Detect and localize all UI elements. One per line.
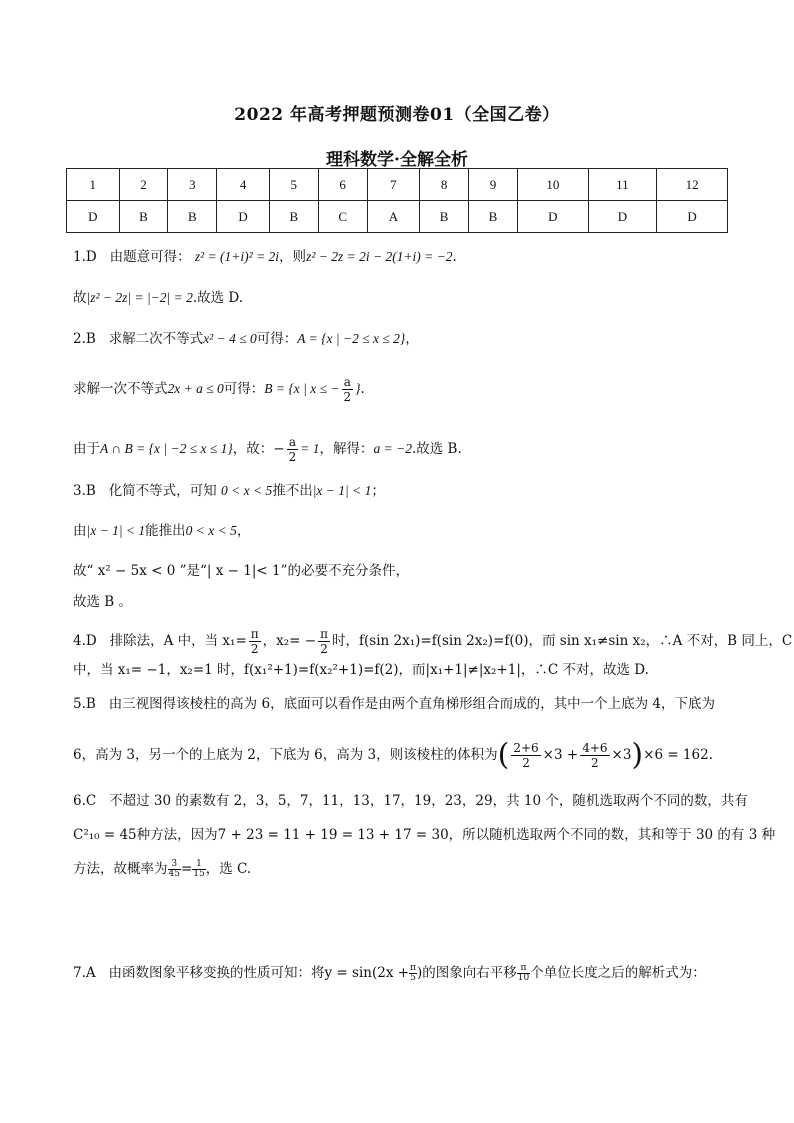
- formula: a = −2: [373, 441, 412, 456]
- solution-1-line-2: [73, 289, 243, 307]
- solution-text: 不超过 30 的素数有 2，3，5，7，11，13，17，19，23，29，共 10 个，随机选取两个不同的数，共有: [109, 793, 748, 809]
- fraction-denominator: 5: [410, 973, 416, 983]
- solution-text: 时，f(sin 2x₁)=f(sin 2x₂)=f(0)，而 sin x₁≠sin x₂，∴A 不对，B 同上，C: [332, 633, 793, 649]
- solution-text: 6，高为 3，另一个的上底为 2，下底为 6，高为 3，则该棱柱的体积为: [73, 747, 498, 763]
- solution-text: ，: [236, 523, 251, 539]
- fraction: [249, 627, 261, 656]
- solution-2-line-3: [73, 435, 462, 464]
- question-number-cell: 8: [420, 169, 469, 201]
- solution-text: 由题意可得：: [109, 249, 191, 265]
- solution-label: 2.B: [73, 331, 96, 347]
- fraction-numerator: π: [250, 627, 259, 641]
- solution-3-line-3: 故“ x² − 5x < 0 ”是“| x − 1|< 1”的必要不充分条件，: [73, 563, 409, 579]
- solution-text: 由: [73, 523, 87, 539]
- answer-table-header-row: [67, 169, 728, 201]
- fraction-numerator: a: [287, 435, 299, 450]
- fraction-numerator: 4+6: [582, 741, 608, 755]
- solution-text: =: [180, 861, 193, 877]
- solution-text: .故选 D.: [192, 290, 244, 306]
- answer-cell: A: [367, 201, 420, 233]
- solution-label: 6.C: [73, 793, 97, 809]
- question-number-cell: 7: [367, 169, 420, 201]
- solution-text: 可得：: [223, 381, 265, 397]
- solution-7-line-1: [73, 964, 706, 983]
- solution-label: 5.B: [73, 696, 96, 712]
- fraction: [409, 964, 417, 983]
- fraction: [168, 860, 181, 879]
- fraction-denominator: 10: [517, 973, 530, 983]
- question-number-cell: 11: [588, 169, 656, 201]
- fraction-numerator: a: [342, 375, 354, 390]
- formula: = 1: [300, 441, 320, 456]
- answer-cell: B: [119, 201, 168, 233]
- page-subtitle: 理科数学·全解全析: [326, 150, 468, 170]
- solution-text: ，x₂= −: [262, 633, 317, 649]
- solution-text: ，: [405, 331, 419, 347]
- solution-text: ，故：−: [232, 441, 285, 457]
- answer-cell: B: [269, 201, 318, 233]
- solution-label: 4.D: [73, 633, 97, 649]
- solution-text: 能推出: [145, 523, 186, 539]
- formula: A = {x | −2 ≤ x ≤ 2}: [297, 331, 406, 346]
- solution-6-line-3: [73, 860, 251, 879]
- solution-text: ×3 +: [542, 747, 579, 763]
- answer-cell: B: [168, 201, 217, 233]
- question-number-cell: 10: [517, 169, 588, 201]
- fraction-denominator: 2: [320, 642, 328, 656]
- solution-text: 由于: [73, 441, 100, 457]
- solution-label: 1.D: [73, 249, 97, 265]
- solution-text: .: [452, 249, 457, 265]
- fraction: [287, 435, 299, 464]
- solution-text: ，解得：: [319, 441, 374, 457]
- solution-text: 求解二次不等式: [108, 331, 204, 347]
- solution-text: ；: [371, 483, 385, 499]
- solution-text: .故选 B.: [411, 441, 462, 457]
- solution-3-line-1: [73, 482, 385, 500]
- solution-text: ×6 = 162.: [643, 747, 713, 763]
- solution-text: 个单位长度之后的解析式为：: [530, 965, 706, 981]
- fraction: [580, 741, 609, 770]
- fraction: [342, 375, 354, 404]
- answer-cell: C: [318, 201, 367, 233]
- solution-text: )的图象向右平移: [416, 965, 517, 981]
- solution-text: 由函数图象平移变换的性质可知：将y = sin(2x +: [108, 965, 410, 981]
- question-number-cell: 5: [269, 169, 318, 201]
- formula: |x − 1| < 1: [86, 523, 146, 538]
- fraction-numerator: 2+6: [513, 741, 539, 755]
- fraction-numerator: π: [517, 964, 530, 974]
- fraction: [192, 860, 205, 879]
- fraction-numerator: 1: [192, 860, 205, 870]
- formula: 0 < x < 5: [220, 483, 273, 498]
- solution-text: 由三视图得该棱柱的高为 6，底面可以看作是由两个直角梯形组合而成的，其中一个上底为 4，下底为: [108, 696, 715, 712]
- question-number-cell: 6: [318, 169, 367, 201]
- question-number-cell: 12: [657, 169, 728, 201]
- solution-4-line-2: 中，当 x₁= −1，x₂=1 时，f(x₁²+1)=f(x₂²+1)=f(2)，而|x₁+1|≠|x₂+1|，∴C 不对，故选 D.: [73, 662, 649, 678]
- fraction-numerator: 3: [168, 860, 181, 870]
- answer-cell: D: [217, 201, 270, 233]
- answer-table: [66, 168, 728, 233]
- question-number-cell: 4: [217, 169, 270, 201]
- solution-text: ×3: [611, 747, 632, 763]
- fraction-denominator: 2: [343, 390, 352, 404]
- solution-5-line-2: [73, 737, 713, 773]
- fraction: [318, 627, 330, 656]
- fraction-denominator: 2: [591, 756, 599, 770]
- fraction-numerator: π: [320, 627, 328, 641]
- question-number-cell: 9: [469, 169, 518, 201]
- solution-3-line-2: [73, 522, 250, 540]
- question-number-cell: 2: [119, 169, 168, 201]
- solution-3-line-4: 故选 B 。: [73, 594, 133, 610]
- formula: 0 < x < 5: [185, 523, 237, 538]
- solution-text: 排除法，A 中，当 x₁=: [109, 633, 247, 649]
- solution-6-line-1: [73, 792, 748, 810]
- solution-label: 7.A: [73, 965, 96, 981]
- formula: 2x + a ≤ 0: [167, 381, 224, 396]
- solution-text: ，则: [279, 249, 307, 265]
- solution-2-line-2: [73, 375, 365, 404]
- solution-text: 故: [73, 290, 87, 306]
- formula: x² − 4 ≤ 0: [203, 331, 257, 346]
- solution-6-line-2: C²₁₀ = 45种方法，因为7 + 23 = 11 + 19 = 13 + 17 = 30，所以随机选取两个不同的数，其和等于 30 的有 3 种: [73, 827, 776, 843]
- answer-table-answer-row: [67, 201, 728, 233]
- formula: }: [355, 381, 361, 396]
- answer-cell: D: [657, 201, 728, 233]
- solution-4-line-1: [73, 627, 792, 656]
- fraction: [517, 964, 530, 983]
- left-paren-icon: (: [497, 737, 510, 773]
- solution-5-line-1: [73, 695, 715, 713]
- formula: z² = (1+i)² = 2i: [194, 249, 280, 264]
- right-paren-icon: ): [631, 737, 644, 773]
- fraction: [511, 741, 540, 770]
- solution-1-line-1: [73, 248, 457, 266]
- answer-cell: B: [469, 201, 518, 233]
- solution-text: ，选 C.: [205, 861, 252, 877]
- question-number-cell: 3: [168, 169, 217, 201]
- fraction-denominator: 15: [193, 869, 205, 879]
- solution-text: 方法，故概率为: [73, 861, 168, 877]
- formula: B = {x | x ≤ −: [264, 381, 340, 396]
- page-title: 2022 年高考押题预测卷01（全国乙卷）: [234, 105, 560, 125]
- formula: A ∩ B = {x | −2 ≤ x ≤ 1}: [100, 441, 233, 456]
- question-number-cell: 1: [67, 169, 120, 201]
- answer-cell: B: [420, 201, 469, 233]
- formula: |x − 1| < 1: [312, 483, 372, 498]
- fraction-denominator: 45: [168, 869, 180, 879]
- fraction-denominator: 2: [288, 450, 297, 464]
- solution-text: .: [360, 381, 365, 397]
- solution-text: 可得：: [256, 331, 298, 347]
- fraction-numerator: π: [410, 963, 416, 973]
- solution-label: 3.B: [73, 483, 96, 499]
- solution-text: 化简不等式，可知: [108, 483, 217, 499]
- answer-cell: D: [517, 201, 588, 233]
- formula: |z² − 2z| = |−2| = 2: [86, 290, 193, 305]
- fraction-denominator: 2: [250, 642, 259, 656]
- fraction-denominator: 2: [522, 756, 530, 770]
- solution-text: 推不出: [272, 483, 313, 499]
- formula: z² − 2z = 2i − 2(1+i) = −2: [306, 249, 453, 264]
- solution-text: 求解一次不等式: [73, 381, 168, 397]
- solution-2-line-1: [73, 330, 419, 348]
- answer-cell: D: [588, 201, 656, 233]
- answer-cell: D: [67, 201, 120, 233]
